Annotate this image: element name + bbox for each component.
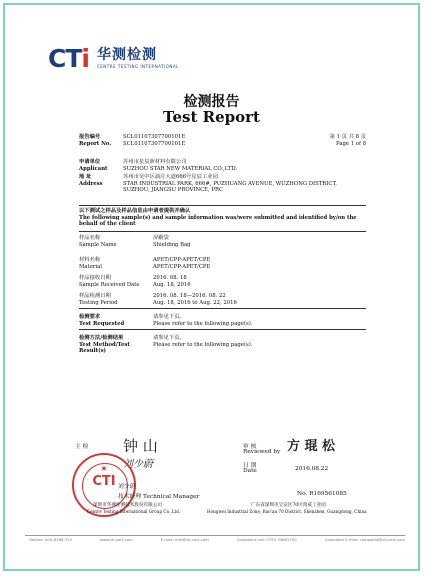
method-label-cn: 检测方法/检测结果 [79,335,124,341]
reviewer-label-cn: 审 核 [243,444,257,450]
company-address-en: Hongwei Industrial Zone, Bao'an 70 District, Shenzhen, Guangdong, China [207,509,367,514]
address-label-en: Address [79,180,103,187]
testing-period-field [79,293,366,306]
company-name-cn: 深圳市华测检测技术股份有限公司 [93,503,162,508]
requested-value-en: Please refer to the following page(s). [153,320,253,327]
page-count-en: Page 1 of 8 [336,140,366,147]
requested-label-cn: 检测要求 [79,314,101,320]
material-label-en: Material [79,263,102,270]
test-method-field [79,335,366,355]
address-value-en-line2: SUZHOU, JIANGSU PROVINCE, PRC [123,187,224,194]
report-no-cn: SCL01107307700101E [123,134,186,140]
divider [79,205,366,206]
testing-value-en: Aug. 18, 2016 to Aug. 22, 2016 [153,299,237,306]
serial-no: No. R169561085 [297,491,347,497]
reviewer-signature: 方 琨 松 [287,439,336,454]
footer-hotline: Hotline: 400-6788-333 [29,537,72,542]
approver-label: 主 检 [75,444,89,450]
received-label-cn: 样品接收日期 [79,275,111,281]
received-value-en: Aug. 18, 2016 [153,281,191,288]
method-value-cn: 请参见下页。 [153,335,185,341]
date-label-cn: 日 期 [243,463,257,469]
received-label-en: Sample Received Date [79,281,140,288]
testing-label-en: Testing Period [79,299,118,306]
intro-statement [79,208,359,228]
sample-name-field [79,235,366,248]
date-label-en: Date [243,468,257,474]
report-no-label-en: Report No. [79,140,112,147]
footer-website: www.cti-cert.com [99,537,133,542]
report-no-label-cn: 报告编号 [79,134,101,140]
company-name-en: Centre Testing International Group Co.,Ltd. [87,509,181,514]
applicant-block [79,159,366,194]
applicant-label-en: Applicant [79,165,108,172]
page-frame [3,3,420,571]
page-count-cn: 第 1 页 共 8 页 [329,134,366,140]
footer-complaint-call: Complaint call: 0755-33681700 [236,537,297,542]
testing-label-cn: 样品检测日期 [79,293,111,299]
divider [79,231,366,232]
method-value-en: Please refer to the following page(s). [153,341,253,348]
divider [79,329,366,330]
approver-signature: 钟 山 [123,437,158,455]
intro-cn: 以下测试之样品及样品信息由申请者提供并确认 [79,208,191,214]
address-value-en-line1: STAR INDUSTRIAL PARK, 666#, PUZHUANG AVENUE, WUZHONG DISTRICT, [123,180,337,187]
received-value-cn: 2016. 08. 18 [153,275,187,281]
sample-name-label-en: Sample Name [79,241,117,248]
test-requested-field [79,314,366,327]
report-sheet [5,5,418,569]
material-value-cn: APET/CPP-APET/CPE [153,257,211,263]
intro-en: The following sample(s) and sample information was/were submitted and identified by/on the behalf of the client [79,214,357,228]
requested-value-cn: 请参见下页。 [153,314,185,320]
footer-divider [25,535,405,536]
footer-email: E-mail: info@cti-cert.com [160,537,209,542]
material-label-cn: 材料名称 [79,257,101,263]
footer-complaint-email: Complaint E-mail: complaint@cti-cert.com [324,537,405,542]
logo-brand: CTi [48,44,89,73]
approver-signature-2: 刘少蔚 [123,459,153,470]
report-no-en: SCL01107307700101E [123,140,186,147]
footer [29,537,405,542]
testing-value-cn: 2016. 08. 18—2016. 08. 22 [153,293,226,299]
report-title-en: Test Report [163,108,260,126]
sample-name-value-en: Shielding Bag [153,241,191,248]
divider [79,308,366,309]
report-meta [79,134,366,147]
company-seal: ★ CTI [72,453,136,517]
logo-english-name: CENTRE TESTING INTERNATIONAL [96,64,179,69]
received-date-field [79,275,366,288]
applicant-value-cn: 苏州市星辰新材料有限公司 [123,159,187,165]
material-value-en: APET/CPP-APET/CPE [153,263,211,270]
company-address-cn: 广东省深圳市宝安区70区鸿威工业园 [251,503,326,508]
applicant-label-cn: 申请单位 [79,159,101,165]
address-value-cn: 苏州市吴中区浦庄大道666号星辰工业园 [123,174,218,181]
reviewer-label-en: Reviewed by [243,449,281,455]
date-value: 2016.08.22 [295,466,329,472]
applicant-value-en: SUZHOU STAR NEW MATERIAL CO.,LTD. [123,165,238,172]
material-field [79,257,366,270]
method-label-en: Test Method/Test Result(s) [79,341,130,355]
approved-name: 刘少蔚 [118,484,136,490]
cti-logo [48,46,179,71]
sample-name-value-cn: 屏蔽袋 [153,235,169,241]
logo-chinese-name: 华测检测 [96,47,157,63]
requested-label-en: Test Requested [79,320,125,327]
technical-manager-label: 技术经理 Technical Manager [118,494,200,500]
sample-name-label-cn: 样品名称 [79,235,101,241]
address-label-cn: 地 址 [79,174,92,181]
report-title-cn: 检测报告 [183,94,240,110]
